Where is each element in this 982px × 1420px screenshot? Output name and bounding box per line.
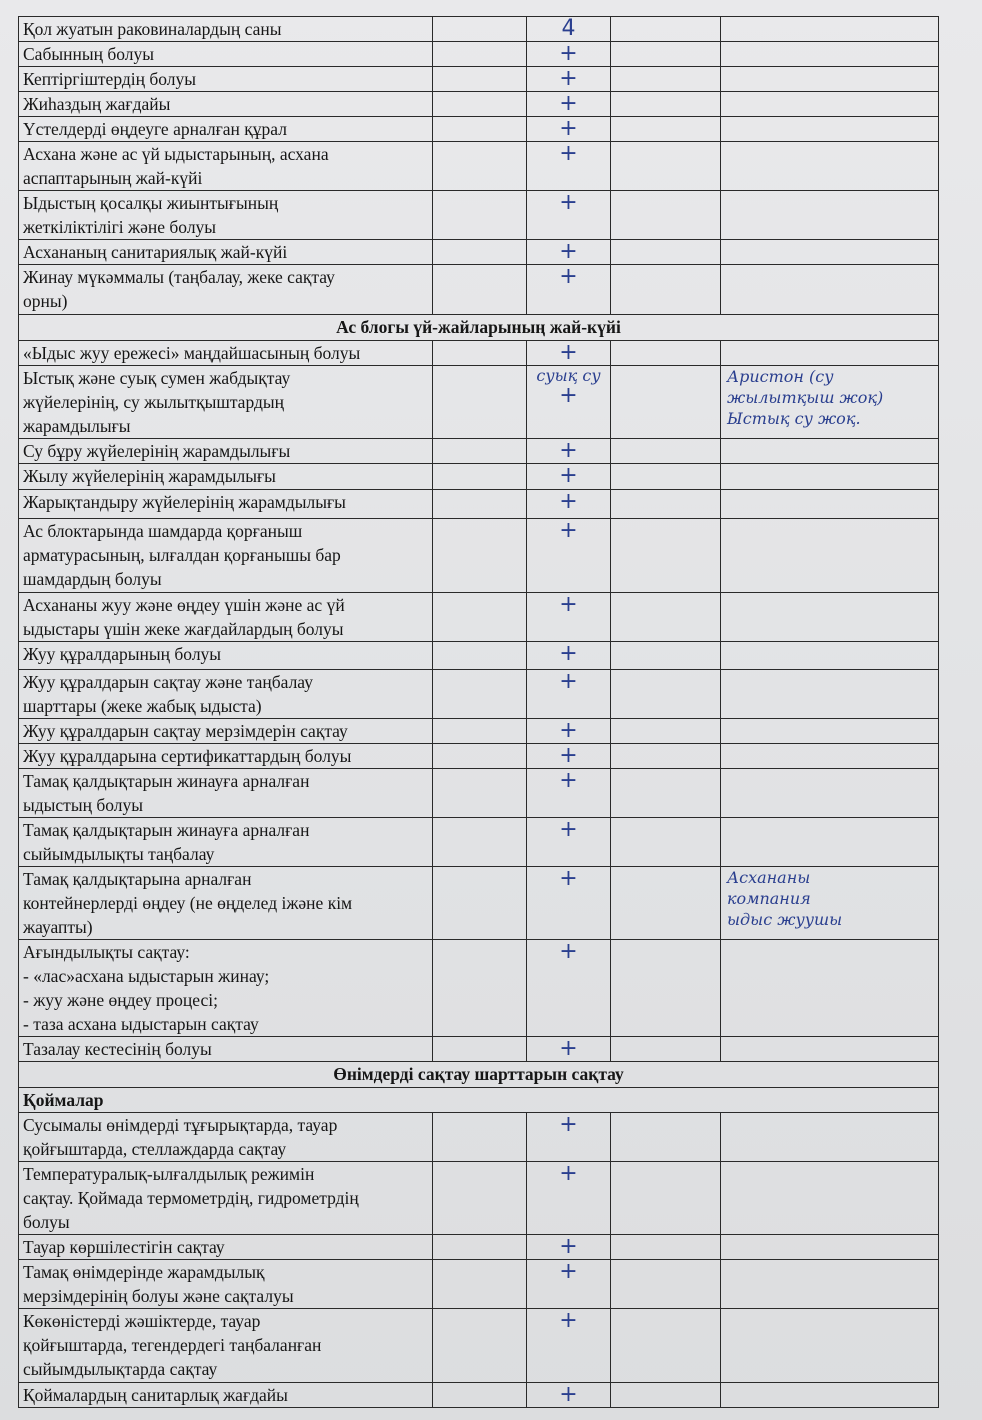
criterion-label: Тамақ өнімдерінде жарамдылық мерзімдерінің болуы және сақталуы [19,1260,433,1309]
empty-cell [433,17,527,42]
table-row [19,464,939,490]
handwritten-remark-cell [721,1309,939,1383]
empty-cell [611,191,721,240]
handwritten-remark-cell [721,265,939,315]
empty-cell [611,940,721,1037]
table-row [19,940,939,1037]
empty-cell [611,1309,721,1383]
criterion-label: Сабынның болуы [19,42,433,67]
handwritten-mark: + [559,768,578,793]
empty-cell [433,42,527,67]
empty-cell [433,366,527,439]
compliance-mark-cell [527,191,611,240]
criterion-label: Асхананы жуу және өңдеу үшін және ас үй ыдыстары үшін жеке жағдайлардың болуы [19,593,433,642]
handwritten-remark-cell [721,818,939,867]
handwritten-mark: + [559,718,578,743]
table-row [19,593,939,642]
criterion-label: Асхана және ас үй ыдыстарының, асхана аспаптарының жай-күйі [19,142,433,191]
compliance-mark-cell [527,769,611,818]
criterion-label: Тауар көршілестігін сақтау [19,1235,433,1260]
empty-cell [433,867,527,940]
compliance-mark-cell [527,719,611,744]
compliance-mark-cell [527,42,611,67]
criterion-label: Жуу құралдарын сақтау және таңбалау шарттары (жеке жабық ыдыста) [19,670,433,719]
empty-cell [611,142,721,191]
empty-cell [611,464,721,490]
empty-cell [433,265,527,315]
empty-cell [433,818,527,867]
compliance-mark-cell [527,1113,611,1162]
empty-cell [611,670,721,719]
empty-cell [433,92,527,117]
criterion-label: Су бұру жүйелерінің жарамдылығы [19,439,433,464]
handwritten-mark: + [559,438,578,463]
handwritten-remark-cell [721,1383,939,1408]
empty-cell [611,818,721,867]
table-row [19,341,939,366]
empty-cell [433,670,527,719]
handwritten-mark: + [559,340,578,365]
empty-cell [611,744,721,769]
criterion-label: Тамақ қалдықтарын жинауға арналған ыдыстың болуы [19,769,433,818]
criterion-label: Сусымалы өнімдерді тұғырықтарда, тауар қойғыштарда, стеллаждарда сақтау [19,1113,433,1162]
empty-cell [611,366,721,439]
table-row [19,117,939,142]
handwritten-remark-cell [721,464,939,490]
table-row [19,719,939,744]
empty-cell [433,117,527,142]
table-row [19,642,939,670]
empty-cell [611,92,721,117]
table-row [19,67,939,92]
empty-cell [433,744,527,769]
handwritten-remark-cell [721,17,939,42]
handwritten-mark: + [559,116,578,141]
empty-cell [611,42,721,67]
handwritten-mark: 4 [561,16,576,41]
empty-cell [433,642,527,670]
compliance-mark-cell [527,464,611,490]
subsection-header-row [19,1088,939,1113]
handwritten-mark: + [559,41,578,66]
empty-cell [433,719,527,744]
handwritten-remark-cell [721,1113,939,1162]
compliance-mark-cell [527,642,611,670]
criterion-label: Температуралық-ылғалдылық режимін сақтау. Қоймада термометрдің, гидрометрдің болуы [19,1162,433,1235]
empty-cell [433,1162,527,1235]
table-row [19,92,939,117]
empty-cell [433,519,527,593]
empty-cell [433,1309,527,1383]
empty-cell [433,769,527,818]
empty-cell [433,1260,527,1309]
table-row [19,1383,939,1408]
table-row [19,439,939,464]
handwritten-mark: + [559,1036,578,1061]
handwritten-remark-cell [721,670,939,719]
handwritten-remark-cell [721,490,939,519]
handwritten-mark: + [559,592,578,617]
empty-cell [433,464,527,490]
compliance-mark-cell [527,1037,611,1062]
empty-cell [433,940,527,1037]
table-row [19,142,939,191]
criterion-label: Жылу жүйелерінің жарамдылығы [19,464,433,490]
inspection-checklist-table [18,16,939,1408]
handwritten-mark: + [559,518,578,543]
compliance-mark-cell [527,366,611,439]
table-row [19,670,939,719]
criterion-label: Тазалау кестесінің болуы [19,1037,433,1062]
criterion-label: Жинау мүкәммалы (таңбалау, жеке сақтау орны) [19,265,433,315]
criterion-label: Жуу құралдарының болуы [19,642,433,670]
handwritten-mark: + [559,66,578,91]
empty-cell [433,1235,527,1260]
empty-cell [433,191,527,240]
table-row [19,1162,939,1235]
criterion-label: Тамақ қалдықтарын жинауға арналған сыйымдылықты таңбалау [19,818,433,867]
compliance-mark-cell [527,670,611,719]
compliance-mark-cell [527,940,611,1037]
empty-cell [433,240,527,265]
section-header-row [19,1062,939,1088]
handwritten-mark-note: суық су [536,366,601,385]
handwritten-mark: + [559,817,578,842]
empty-cell [611,67,721,92]
handwritten-remark-cell [721,642,939,670]
criterion-label: Көкөністерді жәшіктерде, тауар қойғыштарда, тегендердегі таңбаланған сыйымдылықтарда сақтау [19,1309,433,1383]
criterion-label: Ас блоктарында шамдарда қорғаныш арматурасының, ылғалдан қорғанышы бар шамдардың болуы [19,519,433,593]
empty-cell [433,1037,527,1062]
handwritten-remark-cell [721,117,939,142]
compliance-mark-cell [527,744,611,769]
empty-cell [611,642,721,670]
compliance-mark-cell [527,593,611,642]
compliance-mark-cell [527,519,611,593]
empty-cell [611,1113,721,1162]
handwritten-mark: + [559,141,578,166]
table-row [19,769,939,818]
empty-cell [433,593,527,642]
empty-cell [433,1113,527,1162]
table-row [19,191,939,240]
empty-cell [433,490,527,519]
empty-cell [611,519,721,593]
empty-cell [611,240,721,265]
empty-cell [611,1037,721,1062]
criterion-label: Ыдыстың қосалқы жиынтығының жеткіліктілігі және болуы [19,191,433,240]
table-row [19,744,939,769]
criterion-label: Үстелдерді өңдеуге арналған құрал [19,117,433,142]
subsection-title: Қоймалар [19,1088,939,1113]
handwritten-remark-cell [721,439,939,464]
handwritten-remark-cell [721,1260,939,1309]
handwritten-mark: + [559,190,578,215]
handwritten-mark: + [559,489,578,514]
table-row [19,366,939,439]
section-header-row [19,315,939,341]
compliance-mark-cell [527,867,611,940]
table-row [19,17,939,42]
empty-cell [433,341,527,366]
table-row [19,519,939,593]
handwritten-mark: + [559,239,578,264]
handwritten-remark-cell [721,719,939,744]
compliance-mark-cell [527,439,611,464]
handwritten-remark-cell [721,240,939,265]
compliance-mark-cell [527,490,611,519]
empty-cell [611,439,721,464]
criterion-label: Асхананың санитариялық жай-күйі [19,240,433,265]
handwritten-remark-cell: Аристон (су жылытқыш жоқ) Ыстық су жоқ. [721,366,939,439]
empty-cell [433,142,527,191]
handwritten-remark-cell [721,744,939,769]
handwritten-remark-cell [721,191,939,240]
handwritten-remark-cell [721,341,939,366]
empty-cell [433,67,527,92]
handwritten-mark: + [559,91,578,116]
table-row [19,240,939,265]
empty-cell [611,1383,721,1408]
empty-cell [611,1162,721,1235]
handwritten-remark-cell [721,42,939,67]
criterion-label: Жарықтандыру жүйелерінің жарамдылығы [19,490,433,519]
handwritten-remark-cell [721,1235,939,1260]
handwritten-mark: + [559,641,578,666]
compliance-mark-cell [527,1235,611,1260]
table-row [19,42,939,67]
handwritten-mark: + [559,1112,578,1137]
criterion-label: Кептіргіштердің болуы [19,67,433,92]
handwritten-remark-cell [721,593,939,642]
criterion-label: Тамақ қалдықтарына арналған контейнерлерді өңдеу (не өңделед іжәне кім жауапты) [19,867,433,940]
table-row [19,818,939,867]
compliance-mark-cell [527,240,611,265]
empty-cell [611,265,721,315]
empty-cell [611,867,721,940]
table-row [19,265,939,315]
table-row [19,1235,939,1260]
compliance-mark-cell [527,117,611,142]
section-title: Ас блогы үй-жайларының жай-күйі [19,315,939,341]
criterion-label: Жуу құралдарын сақтау мерзімдерін сақтау [19,719,433,744]
handwritten-mark: + [559,264,578,289]
criterion-label: Ыстық және суық сумен жабдықтау жүйелерінің, су жылытқыштардың жарамдылығы [19,366,433,439]
empty-cell [611,341,721,366]
compliance-mark-cell [527,142,611,191]
handwritten-mark: + [559,383,578,408]
handwritten-mark: + [559,1234,578,1259]
handwritten-remark-cell: Асхананы компания ыдыс жуушы [721,867,939,940]
compliance-mark-cell [527,818,611,867]
table-row [19,1037,939,1062]
handwritten-mark: + [559,1259,578,1284]
handwritten-remark-cell [721,1037,939,1062]
compliance-mark-cell [527,1309,611,1383]
handwritten-remark-cell [721,940,939,1037]
compliance-mark-cell [527,341,611,366]
empty-cell [611,1260,721,1309]
handwritten-remark-cell [721,1162,939,1235]
empty-cell [611,1235,721,1260]
handwritten-remark-cell [721,142,939,191]
compliance-mark-cell [527,1260,611,1309]
empty-cell [433,1383,527,1408]
criterion-label: «Ыдыс жуу ережесі» маңдайшасының болуы [19,341,433,366]
table-row [19,1260,939,1309]
table-row [19,1113,939,1162]
empty-cell [611,719,721,744]
empty-cell [611,117,721,142]
table-row [19,867,939,940]
handwritten-remark-cell [721,92,939,117]
empty-cell [611,593,721,642]
table-row [19,490,939,519]
compliance-mark-cell [527,1162,611,1235]
empty-cell [611,490,721,519]
handwritten-mark: + [559,1161,578,1186]
empty-cell [611,769,721,818]
handwritten-mark: + [559,669,578,694]
handwritten-remark-cell [721,519,939,593]
criterion-label: Қоймалардың санитарлық жағдайы [19,1383,433,1408]
compliance-mark-cell [527,92,611,117]
handwritten-mark: + [559,866,578,891]
criterion-label: Жиһаздың жағдайы [19,92,433,117]
criterion-label: Ағындылықты сақтау: - «лас»асхана ыдыстарын жинау; - жуу және өңдеу процесі; - таза асхана ыдыстарын сақтау [19,940,433,1037]
handwritten-remark-cell [721,769,939,818]
criterion-label: Жуу құралдарына сертификаттардың болуы [19,744,433,769]
table-row [19,1309,939,1383]
handwritten-mark: + [559,1308,578,1333]
compliance-mark-cell [527,1383,611,1408]
handwritten-mark: + [559,743,578,768]
compliance-mark-cell [527,67,611,92]
empty-cell [611,17,721,42]
handwritten-mark: + [559,939,578,964]
section-title: Өнімдерді сақтау шарттарын сақтау [19,1062,939,1088]
handwritten-remark-cell [721,67,939,92]
criterion-label: Қол жуатын раковиналардың саны [19,17,433,42]
compliance-mark-cell [527,17,611,42]
compliance-mark-cell [527,265,611,315]
handwritten-mark: + [559,1382,578,1407]
empty-cell [433,439,527,464]
handwritten-mark: + [559,463,578,488]
